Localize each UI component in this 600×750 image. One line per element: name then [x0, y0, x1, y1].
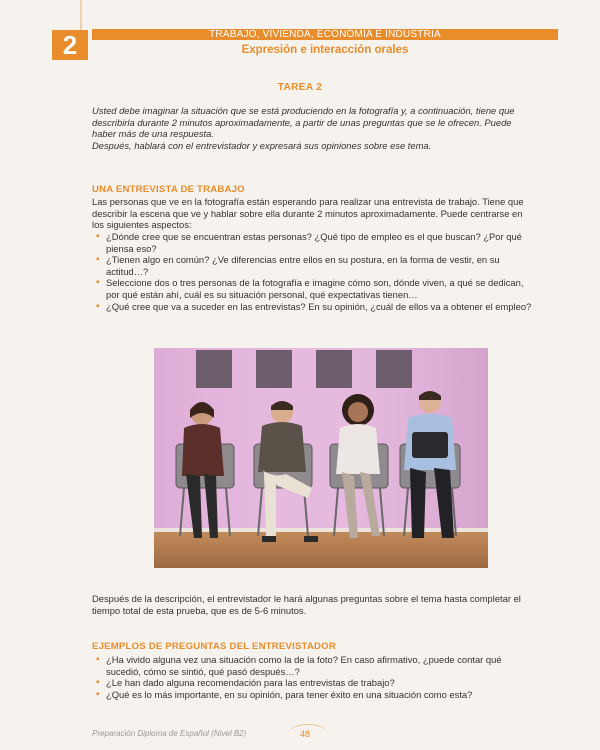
instructions-paragraph: Después, hablará con el entrevistador y expresará sus opiniones sobre ese tema.	[92, 139, 432, 151]
list-item: ▪ ¿Dónde cree que se encuentran estas personas? ¿Qué tipo de empleo es el que buscan? ¿Por qué piensa eso?	[92, 231, 532, 254]
list-item: ▪ ¿Qué es lo más importante, en su opinión, para tener éxito en una situación como esta?	[92, 689, 532, 701]
task-title: TAREA 2	[277, 82, 323, 93]
decorative-line	[80, 0, 82, 30]
section-heading-interview: UNA ENTREVISTA DE TRABAJO	[92, 184, 245, 195]
after-photo-paragraph: Después de la descripción, el entrevistador le hará algunas preguntas sobre el tema hasta completar el tiempo total de esta prueba, que es de 5-6 minutos.	[92, 593, 521, 616]
example-questions-list	[92, 654, 532, 700]
chapter-number-badge: 2	[52, 30, 88, 60]
chapter-title-band: TRABAJO, VIVIENDA, ECONOMÍA E INDUSTRIA	[92, 29, 558, 40]
list-item: ▪ Seleccione dos o tres personas de la fotografía e imagine cómo son, dónde viven, a qué se dedican, por qué están ahí, cuál es su situación personal, qué expectativas tienen…	[92, 277, 532, 300]
list-item: ▪ ¿Le han dado alguna recomendación para las entrevistas de trabajo?	[92, 677, 532, 689]
section-intro-paragraph: Las personas que ve en la fotografía están esperando para realizar una entrevista de trabajo. Tiene que describir la escena que ve y hablar sobre ella durante 2 minutos aproximadamente. Puede centrarse en los siguientes aspectos:	[92, 196, 524, 231]
page-number: 48	[300, 729, 311, 739]
section-subtitle: Expresión e interacción orales	[241, 44, 409, 56]
book-title: Preparación Diploma de Español (Nivel B2)	[92, 729, 247, 738]
list-item: ▪ ¿Tienen algo en común? ¿Ve diferencias entre ellos en su postura, en la forma de vestir, en su actitud…?	[92, 254, 532, 277]
list-item: ▪ ¿Ha vivido alguna vez una situación como la de la foto? En caso afirmativo, ¿puede contar qué sucedió, cómo se sintió, qué pasó después…?	[92, 654, 532, 677]
aspects-list	[92, 231, 532, 312]
instructions-paragraph: Usted debe imaginar la situación que se está produciendo en la fotografía y, a continuación, tiene que describirla durante 2 minutos aproximadamente, a partir de unas preguntas que se le ofrecen. Puede haber más de una respuesta.	[92, 105, 515, 140]
waiting-room-photo	[154, 348, 488, 568]
section-heading-examples: EJEMPLOS DE PREGUNTAS DEL ENTREVISTADOR	[92, 641, 336, 652]
task-instructions	[92, 105, 532, 151]
list-item: ▪ ¿Qué cree que va a suceder en las entrevistas? En su opinión, ¿cuál de ellos va a obtener el empleo?	[92, 301, 532, 313]
